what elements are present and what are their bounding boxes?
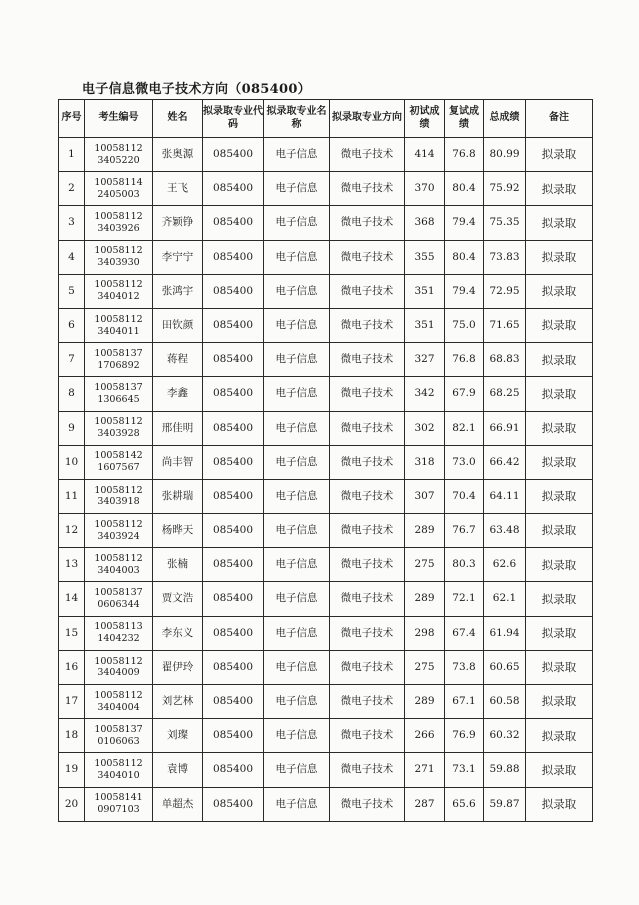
cell-second-score: 76.7 xyxy=(445,514,484,548)
cell-major-name: 电子信息 xyxy=(264,240,330,274)
cell-second-score: 79.4 xyxy=(445,274,484,308)
candidate-id-part1: 10058112 xyxy=(94,758,143,770)
cell-first-score: 271 xyxy=(405,753,445,787)
cell-candidate-id xyxy=(85,240,153,274)
cell-major-name: 电子信息 xyxy=(264,206,330,240)
cell-no: 16 xyxy=(59,650,85,684)
table-row xyxy=(59,616,593,650)
cell-major-direction: 微电子技术 xyxy=(330,753,405,787)
cell-name: 杨晔天 xyxy=(153,514,203,548)
cell-second-score: 76.8 xyxy=(445,343,484,377)
cell-first-score: 289 xyxy=(405,582,445,616)
cell-remark: 拟录取 xyxy=(526,343,593,377)
candidate-id-part2: 0907103 xyxy=(97,804,140,816)
cell-total-score: 66.42 xyxy=(484,445,526,479)
cell-major-direction: 微电子技术 xyxy=(330,479,405,513)
cell-major-direction: 微电子技术 xyxy=(330,308,405,342)
cell-candidate-id xyxy=(85,685,153,719)
cell-remark: 拟录取 xyxy=(526,719,593,753)
cell-major-direction: 微电子技术 xyxy=(330,582,405,616)
cell-major-name: 电子信息 xyxy=(264,138,330,172)
candidate-id-part1: 10058137 xyxy=(94,723,143,735)
header-major-name: 拟录取专业名称 xyxy=(264,100,330,138)
cell-major-code: 085400 xyxy=(203,377,264,411)
candidate-id-part1: 10058112 xyxy=(94,416,143,428)
cell-first-score: 355 xyxy=(405,240,445,274)
table-row xyxy=(59,479,593,513)
cell-major-name: 电子信息 xyxy=(264,719,330,753)
cell-name: 李宁宁 xyxy=(153,240,203,274)
cell-second-score: 76.8 xyxy=(445,138,484,172)
candidate-id-part1: 10058112 xyxy=(94,313,143,325)
candidate-id-part2: 3404012 xyxy=(97,291,140,303)
cell-name: 尚丰智 xyxy=(153,445,203,479)
cell-second-score: 79.4 xyxy=(445,206,484,240)
table-row xyxy=(59,548,593,582)
cell-second-score: 82.1 xyxy=(445,411,484,445)
cell-no: 12 xyxy=(59,514,85,548)
cell-second-score: 72.1 xyxy=(445,582,484,616)
candidate-id-part2: 3405220 xyxy=(97,154,140,166)
admission-table xyxy=(58,99,593,822)
cell-remark: 拟录取 xyxy=(526,514,593,548)
candidate-id-part2: 0106063 xyxy=(97,735,140,747)
cell-candidate-id xyxy=(85,616,153,650)
cell-remark: 拟录取 xyxy=(526,138,593,172)
cell-candidate-id xyxy=(85,650,153,684)
cell-total-score: 62.6 xyxy=(484,548,526,582)
cell-first-score: 342 xyxy=(405,377,445,411)
cell-candidate-id xyxy=(85,787,153,821)
cell-total-score: 71.65 xyxy=(484,308,526,342)
candidate-id-part1: 10058113 xyxy=(94,621,143,633)
cell-second-score: 80.4 xyxy=(445,172,484,206)
cell-second-score: 70.4 xyxy=(445,479,484,513)
cell-second-score: 75.0 xyxy=(445,308,484,342)
cell-major-code: 085400 xyxy=(203,138,264,172)
cell-total-score: 61.94 xyxy=(484,616,526,650)
candidate-id-part1: 10058137 xyxy=(94,347,143,359)
cell-major-direction: 微电子技术 xyxy=(330,172,405,206)
cell-first-score: 289 xyxy=(405,685,445,719)
candidate-id-part1: 10058112 xyxy=(94,655,143,667)
cell-major-direction: 微电子技术 xyxy=(330,548,405,582)
cell-total-score: 63.48 xyxy=(484,514,526,548)
cell-second-score: 73.0 xyxy=(445,445,484,479)
cell-second-score: 67.1 xyxy=(445,685,484,719)
cell-total-score: 66.91 xyxy=(484,411,526,445)
cell-major-name: 电子信息 xyxy=(264,445,330,479)
cell-major-code: 085400 xyxy=(203,274,264,308)
cell-no: 3 xyxy=(59,206,85,240)
cell-candidate-id xyxy=(85,719,153,753)
cell-first-score: 289 xyxy=(405,514,445,548)
cell-candidate-id xyxy=(85,582,153,616)
header-row xyxy=(59,100,593,138)
cell-remark: 拟录取 xyxy=(526,172,593,206)
cell-name: 田钦颜 xyxy=(153,308,203,342)
cell-no: 19 xyxy=(59,753,85,787)
cell-first-score: 370 xyxy=(405,172,445,206)
cell-remark: 拟录取 xyxy=(526,240,593,274)
cell-major-direction: 微电子技术 xyxy=(330,206,405,240)
header-major-code: 拟录取专业代码 xyxy=(203,100,264,138)
cell-major-code: 085400 xyxy=(203,172,264,206)
candidate-id-part1: 10058112 xyxy=(94,279,143,291)
cell-major-direction: 微电子技术 xyxy=(330,377,405,411)
cell-major-name: 电子信息 xyxy=(264,274,330,308)
cell-major-name: 电子信息 xyxy=(264,582,330,616)
cell-candidate-id xyxy=(85,514,153,548)
table-row xyxy=(59,206,593,240)
cell-major-direction: 微电子技术 xyxy=(330,650,405,684)
cell-major-name: 电子信息 xyxy=(264,343,330,377)
cell-candidate-id xyxy=(85,138,153,172)
cell-total-score: 72.95 xyxy=(484,274,526,308)
cell-second-score: 67.9 xyxy=(445,377,484,411)
cell-second-score: 67.4 xyxy=(445,616,484,650)
cell-candidate-id xyxy=(85,172,153,206)
table-row xyxy=(59,582,593,616)
cell-remark: 拟录取 xyxy=(526,650,593,684)
cell-no: 8 xyxy=(59,377,85,411)
cell-no: 6 xyxy=(59,308,85,342)
cell-first-score: 307 xyxy=(405,479,445,513)
cell-remark: 拟录取 xyxy=(526,411,593,445)
candidate-id-part2: 1306645 xyxy=(97,393,140,405)
candidate-id-part2: 3403924 xyxy=(97,530,140,542)
candidate-id-part2: 3404011 xyxy=(97,325,140,337)
cell-major-name: 电子信息 xyxy=(264,548,330,582)
cell-remark: 拟录取 xyxy=(526,377,593,411)
cell-name: 张奥源 xyxy=(153,138,203,172)
cell-major-code: 085400 xyxy=(203,582,264,616)
cell-first-score: 351 xyxy=(405,308,445,342)
cell-total-score: 73.83 xyxy=(484,240,526,274)
cell-major-name: 电子信息 xyxy=(264,616,330,650)
candidate-id-part1: 10058141 xyxy=(94,792,143,804)
cell-major-code: 085400 xyxy=(203,479,264,513)
cell-candidate-id xyxy=(85,377,153,411)
candidate-id-part2: 1404232 xyxy=(97,633,140,645)
candidate-id-part1: 10058137 xyxy=(94,382,143,394)
cell-name: 王飞 xyxy=(153,172,203,206)
cell-major-name: 电子信息 xyxy=(264,377,330,411)
candidate-id-part1: 10058142 xyxy=(94,450,143,462)
candidate-id-part1: 10058112 xyxy=(94,518,143,530)
table-row xyxy=(59,719,593,753)
cell-major-name: 电子信息 xyxy=(264,685,330,719)
cell-candidate-id xyxy=(85,206,153,240)
cell-total-score: 75.35 xyxy=(484,206,526,240)
cell-major-code: 085400 xyxy=(203,411,264,445)
cell-major-code: 085400 xyxy=(203,753,264,787)
header-remark: 备注 xyxy=(526,100,593,138)
cell-total-score: 60.32 xyxy=(484,719,526,753)
cell-remark: 拟录取 xyxy=(526,616,593,650)
cell-first-score: 266 xyxy=(405,719,445,753)
cell-name: 齐颖铮 xyxy=(153,206,203,240)
cell-major-name: 电子信息 xyxy=(264,308,330,342)
cell-major-code: 085400 xyxy=(203,548,264,582)
cell-name: 刘璨 xyxy=(153,719,203,753)
cell-total-score: 64.11 xyxy=(484,479,526,513)
candidate-id-part1: 10058112 xyxy=(94,484,143,496)
cell-name: 单超杰 xyxy=(153,787,203,821)
candidate-id-part1: 10058114 xyxy=(94,176,143,188)
table-row xyxy=(59,240,593,274)
cell-second-score: 65.6 xyxy=(445,787,484,821)
cell-first-score: 275 xyxy=(405,548,445,582)
header-second-score: 复试成绩 xyxy=(445,100,484,138)
cell-total-score: 60.65 xyxy=(484,650,526,684)
candidate-id-part2: 1706892 xyxy=(97,359,140,371)
cell-major-direction: 微电子技术 xyxy=(330,616,405,650)
cell-major-code: 085400 xyxy=(203,719,264,753)
cell-remark: 拟录取 xyxy=(526,308,593,342)
cell-major-name: 电子信息 xyxy=(264,411,330,445)
cell-major-code: 085400 xyxy=(203,650,264,684)
cell-candidate-id xyxy=(85,479,153,513)
cell-major-direction: 微电子技术 xyxy=(330,685,405,719)
cell-major-code: 085400 xyxy=(203,514,264,548)
cell-name: 贾文浩 xyxy=(153,582,203,616)
cell-remark: 拟录取 xyxy=(526,582,593,616)
cell-first-score: 318 xyxy=(405,445,445,479)
cell-no: 4 xyxy=(59,240,85,274)
table-row xyxy=(59,274,593,308)
cell-no: 7 xyxy=(59,343,85,377)
cell-first-score: 298 xyxy=(405,616,445,650)
cell-candidate-id xyxy=(85,753,153,787)
table-row xyxy=(59,787,593,821)
cell-first-score: 414 xyxy=(405,138,445,172)
candidate-id-part2: 3403918 xyxy=(97,496,140,508)
cell-name: 袁博 xyxy=(153,753,203,787)
cell-second-score: 73.8 xyxy=(445,650,484,684)
header-candidate-id: 考生编号 xyxy=(85,100,153,138)
cell-remark: 拟录取 xyxy=(526,548,593,582)
header-major-direction: 拟录取专业方向 xyxy=(330,100,405,138)
cell-name: 邢佳明 xyxy=(153,411,203,445)
cell-name: 张耕瑞 xyxy=(153,479,203,513)
cell-first-score: 287 xyxy=(405,787,445,821)
cell-major-name: 电子信息 xyxy=(264,172,330,206)
candidate-id-part2: 3404004 xyxy=(97,701,140,713)
cell-remark: 拟录取 xyxy=(526,274,593,308)
cell-name: 李鑫 xyxy=(153,377,203,411)
cell-major-direction: 微电子技术 xyxy=(330,343,405,377)
table-row xyxy=(59,514,593,548)
cell-major-code: 085400 xyxy=(203,445,264,479)
cell-major-direction: 微电子技术 xyxy=(330,411,405,445)
cell-remark: 拟录取 xyxy=(526,445,593,479)
cell-major-name: 电子信息 xyxy=(264,514,330,548)
cell-candidate-id xyxy=(85,445,153,479)
candidate-id-part2: 3404010 xyxy=(97,769,140,781)
cell-major-direction: 微电子技术 xyxy=(330,138,405,172)
cell-no: 2 xyxy=(59,172,85,206)
cell-total-score: 68.25 xyxy=(484,377,526,411)
candidate-id-part2: 3404009 xyxy=(97,667,140,679)
candidate-id-part1: 10058137 xyxy=(94,587,143,599)
cell-major-code: 085400 xyxy=(203,343,264,377)
cell-total-score: 62.1 xyxy=(484,582,526,616)
cell-major-code: 085400 xyxy=(203,685,264,719)
cell-major-direction: 微电子技术 xyxy=(330,240,405,274)
cell-second-score: 73.1 xyxy=(445,753,484,787)
table-row xyxy=(59,650,593,684)
cell-major-name: 电子信息 xyxy=(264,650,330,684)
cell-candidate-id xyxy=(85,343,153,377)
table-row xyxy=(59,172,593,206)
cell-total-score: 60.58 xyxy=(484,685,526,719)
cell-remark: 拟录取 xyxy=(526,479,593,513)
cell-major-code: 085400 xyxy=(203,787,264,821)
candidate-id-part2: 3404003 xyxy=(97,564,140,576)
cell-no: 20 xyxy=(59,787,85,821)
table-row xyxy=(59,138,593,172)
cell-name: 翟伊玲 xyxy=(153,650,203,684)
cell-no: 5 xyxy=(59,274,85,308)
cell-major-direction: 微电子技术 xyxy=(330,445,405,479)
cell-candidate-id xyxy=(85,308,153,342)
cell-first-score: 351 xyxy=(405,274,445,308)
cell-candidate-id xyxy=(85,548,153,582)
cell-name: 蒋程 xyxy=(153,343,203,377)
table-row xyxy=(59,308,593,342)
cell-second-score: 76.9 xyxy=(445,719,484,753)
cell-remark: 拟录取 xyxy=(526,685,593,719)
cell-major-name: 电子信息 xyxy=(264,753,330,787)
cell-no: 18 xyxy=(59,719,85,753)
cell-first-score: 302 xyxy=(405,411,445,445)
header-name: 姓名 xyxy=(153,100,203,138)
table-row xyxy=(59,377,593,411)
document-title: 电子信息微电子技术方向（085400） xyxy=(82,82,311,97)
cell-major-direction: 微电子技术 xyxy=(330,274,405,308)
cell-major-name: 电子信息 xyxy=(264,787,330,821)
cell-total-score: 68.83 xyxy=(484,343,526,377)
cell-major-code: 085400 xyxy=(203,240,264,274)
cell-major-code: 085400 xyxy=(203,308,264,342)
cell-first-score: 327 xyxy=(405,343,445,377)
cell-major-direction: 微电子技术 xyxy=(330,719,405,753)
cell-major-code: 085400 xyxy=(203,206,264,240)
cell-no: 11 xyxy=(59,479,85,513)
candidate-id-part1: 10058112 xyxy=(94,689,143,701)
candidate-id-part2: 2405003 xyxy=(97,188,140,200)
cell-second-score: 80.4 xyxy=(445,240,484,274)
candidate-id-part2: 3403930 xyxy=(97,257,140,269)
table-row xyxy=(59,445,593,479)
cell-name: 张鸿宇 xyxy=(153,274,203,308)
cell-first-score: 368 xyxy=(405,206,445,240)
cell-remark: 拟录取 xyxy=(526,753,593,787)
cell-second-score: 80.3 xyxy=(445,548,484,582)
cell-remark: 拟录取 xyxy=(526,206,593,240)
cell-no: 17 xyxy=(59,685,85,719)
cell-total-score: 80.99 xyxy=(484,138,526,172)
cell-total-score: 75.92 xyxy=(484,172,526,206)
header-no: 序号 xyxy=(59,100,85,138)
cell-first-score: 275 xyxy=(405,650,445,684)
cell-total-score: 59.87 xyxy=(484,787,526,821)
cell-major-name: 电子信息 xyxy=(264,479,330,513)
cell-no: 1 xyxy=(59,138,85,172)
header-first-score: 初试成绩 xyxy=(405,100,445,138)
candidate-id-part2: 3403926 xyxy=(97,222,140,234)
cell-total-score: 59.88 xyxy=(484,753,526,787)
candidate-id-part1: 10058112 xyxy=(94,245,143,257)
candidate-id-part2: 0606344 xyxy=(97,599,140,611)
cell-no: 15 xyxy=(59,616,85,650)
cell-candidate-id xyxy=(85,411,153,445)
cell-no: 13 xyxy=(59,548,85,582)
cell-name: 张楠 xyxy=(153,548,203,582)
cell-major-direction: 微电子技术 xyxy=(330,514,405,548)
cell-name: 刘艺林 xyxy=(153,685,203,719)
cell-no: 14 xyxy=(59,582,85,616)
candidate-id-part1: 10058112 xyxy=(94,142,143,154)
table-row xyxy=(59,685,593,719)
candidate-id-part1: 10058112 xyxy=(94,552,143,564)
cell-candidate-id xyxy=(85,274,153,308)
cell-major-code: 085400 xyxy=(203,616,264,650)
header-total-score: 总成绩 xyxy=(484,100,526,138)
candidate-id-part2: 1607567 xyxy=(97,462,140,474)
table-row xyxy=(59,343,593,377)
cell-name: 李东义 xyxy=(153,616,203,650)
cell-major-direction: 微电子技术 xyxy=(330,787,405,821)
cell-no: 9 xyxy=(59,411,85,445)
candidate-id-part1: 10058112 xyxy=(94,211,143,223)
candidate-id-part2: 3403928 xyxy=(97,428,140,440)
table-row xyxy=(59,753,593,787)
table-row xyxy=(59,411,593,445)
cell-remark: 拟录取 xyxy=(526,787,593,821)
cell-no: 10 xyxy=(59,445,85,479)
